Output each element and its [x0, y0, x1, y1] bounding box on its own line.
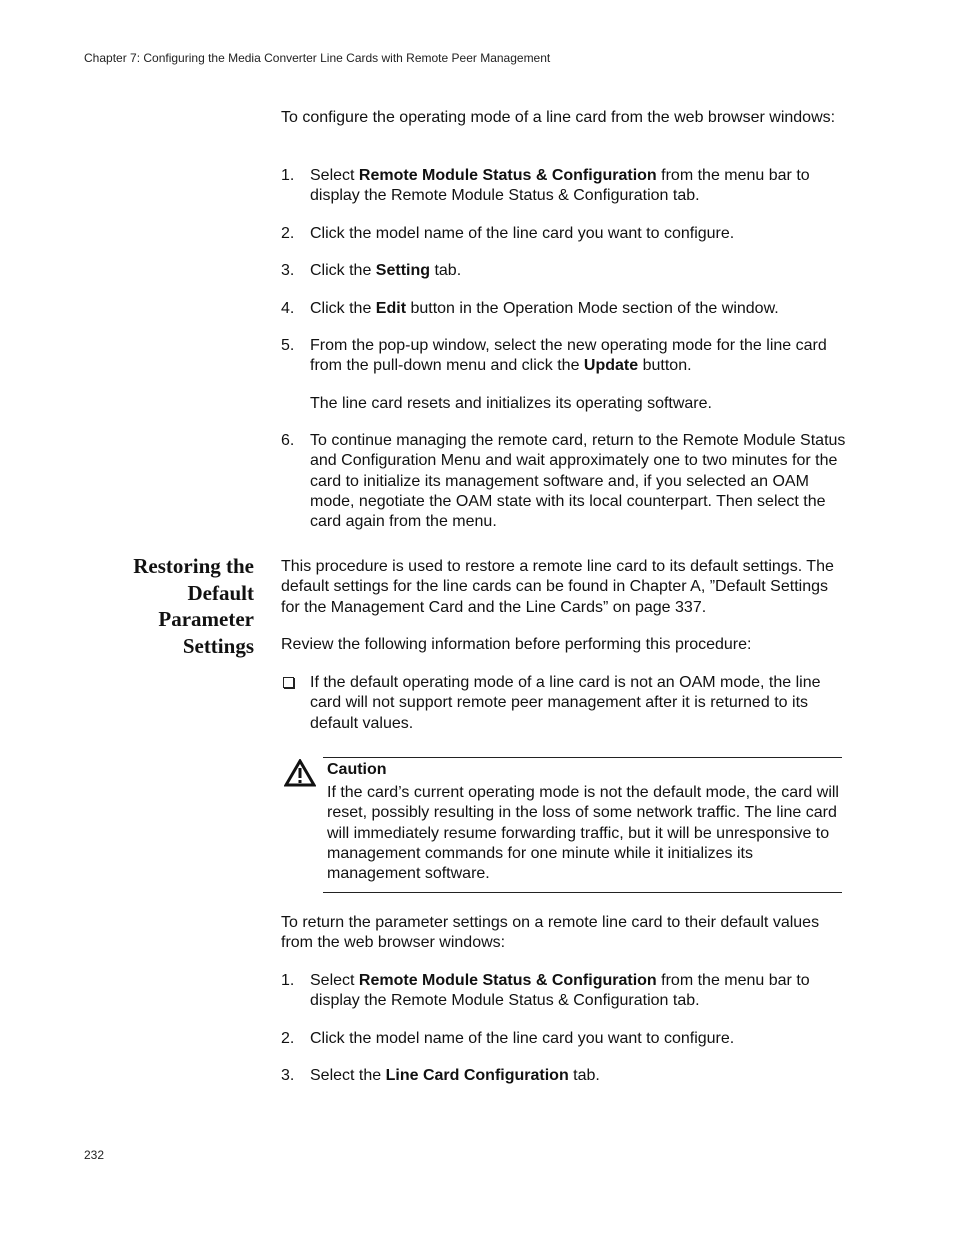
step-number: 4. [281, 300, 295, 317]
step-number: 5. [281, 337, 295, 354]
caution-bottom-rule [323, 892, 842, 893]
step-text: Select the Line Card Configuration tab. [310, 1067, 600, 1084]
heading-line: Parameter [158, 607, 254, 631]
step-4 [281, 299, 846, 319]
step-number: 1. [281, 972, 295, 989]
step-5-note [281, 394, 846, 414]
heading-line: Settings [182, 633, 254, 658]
bullet-item [281, 673, 846, 734]
step-text: From the pop-up window, select the new operating mode for the line card from the pull-down menu and click the Update button. [310, 337, 827, 375]
caution-title: Caution [327, 761, 387, 778]
bullet-text: If the default operating mode of a line card is not an OAM mode, the line card will not support remote peer management after it is returned to its default values. [310, 674, 821, 732]
step-number: 2. [281, 225, 295, 242]
return-paragraph: To return the parameter settings on a remote line card to their default values from the web browser windows: [281, 914, 820, 952]
step-number: 1. [281, 167, 295, 184]
step-number: 3. [281, 262, 295, 279]
step-note-text: The line card resets and initializes its operating software. [310, 395, 712, 412]
restore-step-2 [281, 1029, 846, 1049]
step-text: Click the Setting tab. [310, 262, 462, 279]
page-number: 232 [84, 1148, 105, 1162]
review-paragraph: Review the following information before performing this procedure: [281, 636, 752, 653]
restore-step-3 [281, 1066, 846, 1086]
checkbox-bullet-icon [283, 677, 294, 688]
caution-top-rule [323, 757, 842, 758]
running-header: Chapter 7: Configuring the Media Converter Line Cards with Remote Peer Management [84, 51, 551, 65]
step-2 [281, 224, 846, 244]
step-number: 6. [281, 432, 295, 449]
step-text: Click the model name of the line card you want to configure. [310, 1030, 735, 1047]
heading-line: Default [187, 580, 254, 605]
restore-step-1 [281, 971, 846, 1012]
step-number: 2. [281, 1030, 295, 1047]
step-text: Select Remote Module Status & Configuration from the menu bar to display the Remote Module Status & Configuration tab. [310, 167, 810, 205]
step-5 [281, 336, 846, 377]
heading-line: Restoring the [133, 554, 254, 578]
step-number: 3. [281, 1067, 295, 1084]
step-6 [281, 431, 846, 532]
procedure-paragraph: This procedure is used to restore a remote line card to its default settings. The default settings for the line cards can be found in Chapter A, ”Default Settings for the Management Card and the Line Cards” on page 337. [281, 558, 834, 616]
step-text: To continue managing the remote card, return to the Remote Module Status and Configuration Menu and wait approximately one to two minutes for the card to initialize its management software and, if you selected an OAM mode, negotiate the OAM state with its local counterpart. Then select the card again from the menu. [310, 432, 846, 531]
caution-text: If the card’s current operating mode is not the default mode, the card will reset, possibly resulting in the loss of some network traffic. The line card will immediately resume forwarding traffic, but it will be unresponsive to management commands for one minute while it initializes its management software. [327, 784, 839, 883]
step-3 [281, 261, 846, 281]
step-text: Click the model name of the line card you want to configure. [310, 225, 735, 242]
intro-paragraph: To configure the operating mode of a line card from the web browser windows: [281, 109, 836, 126]
warning-triangle-icon [284, 759, 316, 787]
section-heading [96, 553, 254, 659]
step-text: Click the Edit button in the Operation Mode section of the window. [310, 300, 779, 317]
step-1 [281, 166, 846, 207]
step-text: Select Remote Module Status & Configuration from the menu bar to display the Remote Module Status & Configuration tab. [310, 972, 810, 1010]
